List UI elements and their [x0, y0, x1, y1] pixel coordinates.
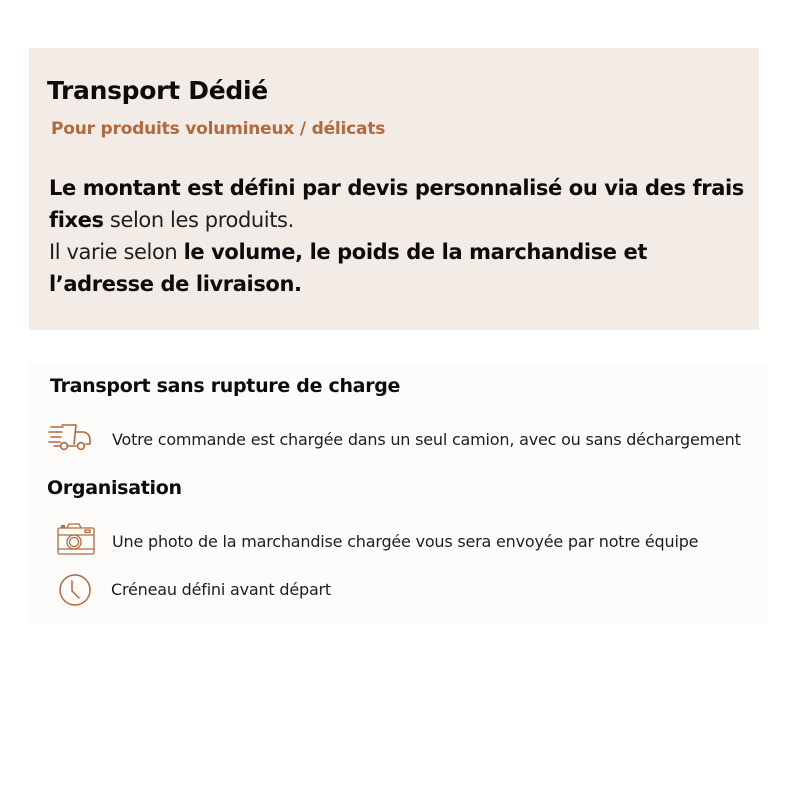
feature-text-photo: Une photo de la marchandise chargée vous sera envoyée par notre équipe: [112, 532, 699, 551]
section-title-transport: Transport sans rupture de charge: [50, 375, 401, 397]
pricing-info-card: [29, 48, 759, 330]
delivery-truck-icon: [48, 422, 94, 452]
card-subtitle: Pour produits volumineux / délicats: [51, 119, 386, 139]
feature-text-single-truck: Votre commande est chargée dans un seul camion, avec ou sans déchargement: [112, 430, 741, 449]
pricing-description-regular-2: Il varie selon: [49, 240, 184, 264]
clock-icon: [58, 573, 92, 607]
pricing-description: [49, 172, 749, 300]
camera-icon: [57, 523, 95, 555]
pricing-description-bold-1: Le montant est défini par devis personnalisé ou via des frais fixes: [49, 176, 744, 232]
pricing-description-regular-1: selon les produits.: [103, 208, 294, 232]
pricing-description-bold-2: le volume, le poids de la marchandise et l’adresse de livraison.: [49, 240, 648, 296]
section-title-organisation: Organisation: [47, 477, 182, 499]
card-title: Transport Dédié: [47, 76, 268, 105]
features-panel: [28, 362, 768, 624]
feature-text-timeslot: Créneau défini avant départ: [111, 580, 331, 599]
